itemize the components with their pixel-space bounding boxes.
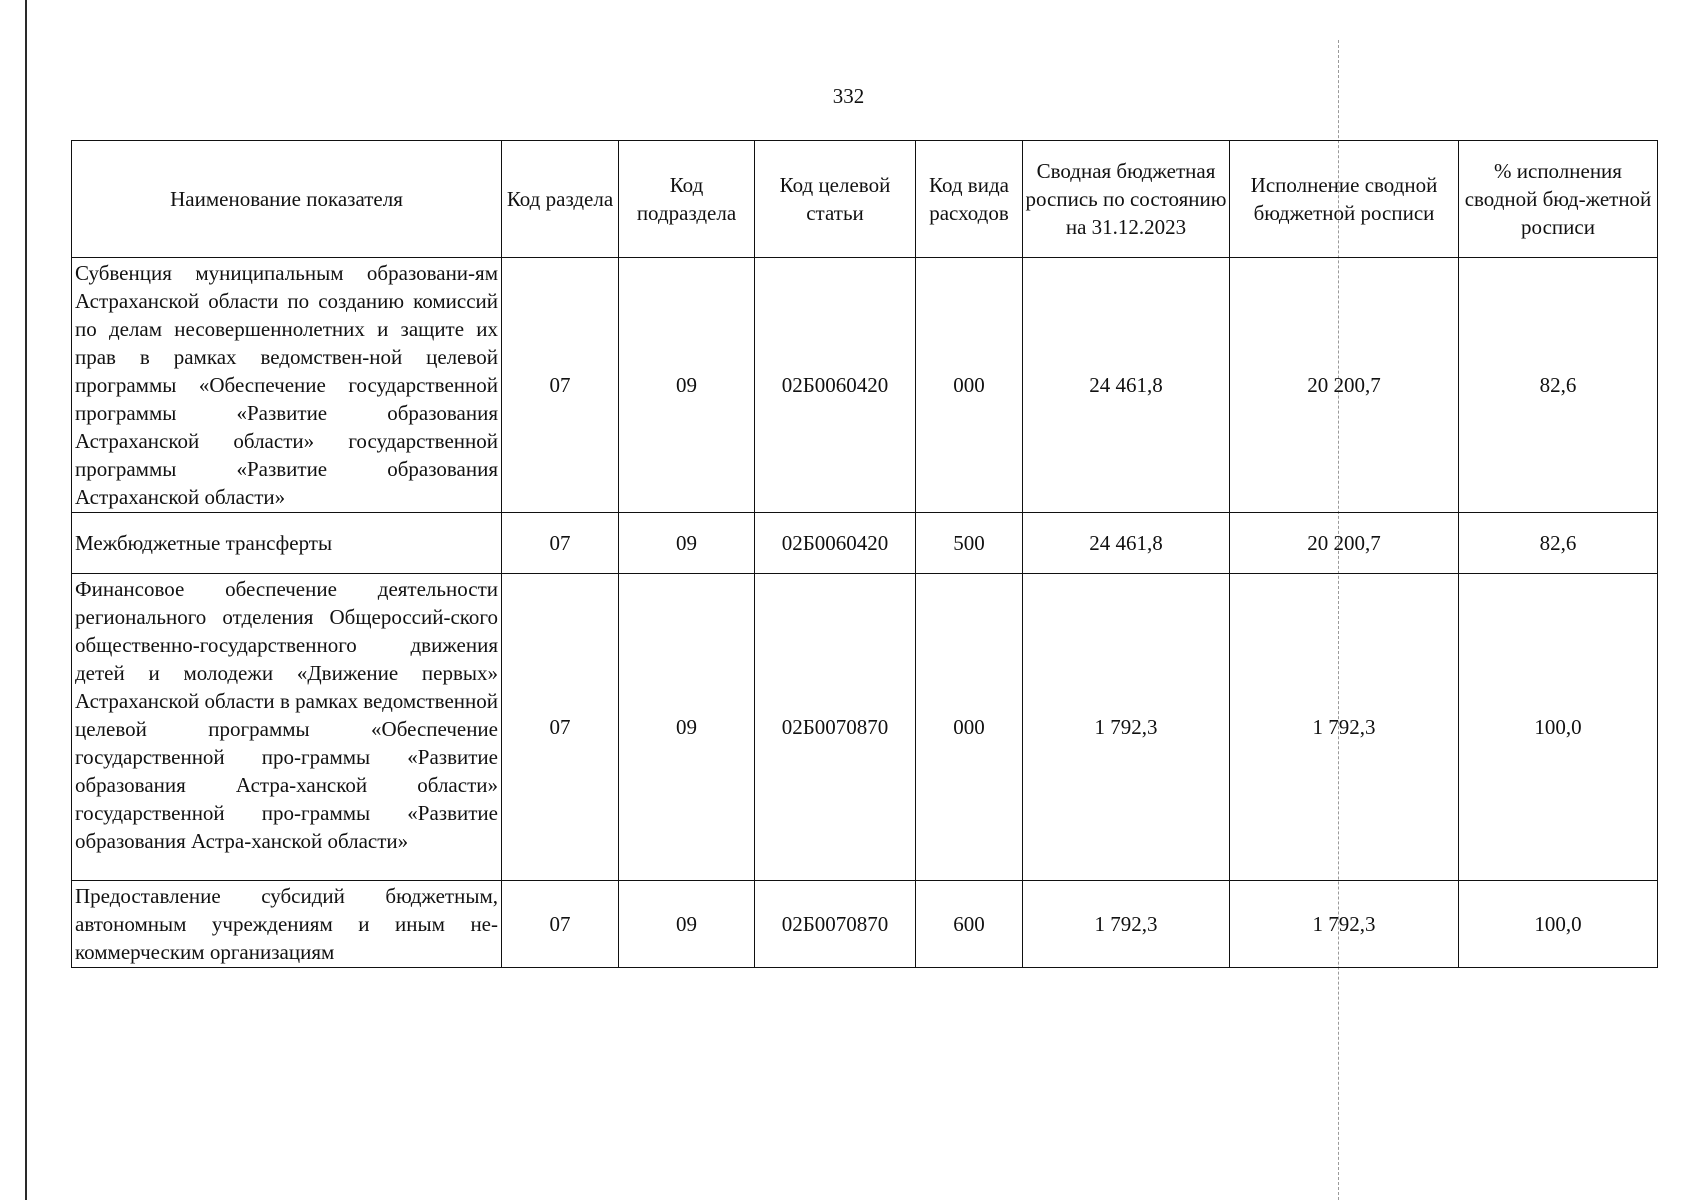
section-code: 07 — [502, 513, 619, 574]
header-execution: Исполнение сводной бюджетной росписи — [1230, 141, 1459, 258]
section-code: 07 — [502, 881, 619, 968]
subsection-code: 09 — [619, 574, 755, 881]
budget-schedule-value: 24 461,8 — [1023, 513, 1230, 574]
target-item-code: 02Б0070870 — [755, 574, 916, 881]
indicator-name: Финансовое обеспечение деятельности регионального отделения Общероссий-ского общественно-государственного движения детей и молодежи «Движение первых» Астраханской области в рамках ведомственной целевой программы «Обеспечение государственной про-граммы «Развитие образования Астра-ханской области» государственной про-граммы «Развитие образования Астра-ханской области» — [72, 574, 502, 881]
header-section-code: Код раздела — [502, 141, 619, 258]
execution-percent-value: 100,0 — [1459, 574, 1658, 881]
execution-percent-value: 82,6 — [1459, 258, 1658, 513]
execution-value: 20 200,7 — [1230, 513, 1459, 574]
expense-type-code: 000 — [916, 574, 1023, 881]
budget-execution-table — [71, 140, 1658, 968]
budget-schedule-value: 1 792,3 — [1023, 881, 1230, 968]
header-execution-percent: % исполнения сводной бюд-жетной росписи — [1459, 141, 1658, 258]
budget-schedule-value: 24 461,8 — [1023, 258, 1230, 513]
indicator-name: Субвенция муниципальным образовани-ям Астраханской области по созданию комиссий по делам несовершеннолетних и защите их прав в рамках ведомствен-ной целевой программы «Обеспечение государственной программы «Развитие образования Астраханской области» государственной программы «Развитие образования Астраханской области» — [72, 258, 502, 513]
execution-value: 1 792,3 — [1230, 574, 1459, 881]
scan-edge-line — [25, 0, 27, 1200]
execution-percent-value: 100,0 — [1459, 881, 1658, 968]
execution-percent-value: 82,6 — [1459, 513, 1658, 574]
indicator-name: Предоставление субсидий бюджетным, автономным учреждениям и иным не-коммерческим организациям — [72, 881, 502, 968]
header-expense-type-code: Код вида расходов — [916, 141, 1023, 258]
section-code: 07 — [502, 574, 619, 881]
execution-value: 20 200,7 — [1230, 258, 1459, 513]
header-subsection-code: Код подраздела — [619, 141, 755, 258]
table-row — [72, 881, 1658, 968]
expense-type-code: 500 — [916, 513, 1023, 574]
target-item-code: 02Б0060420 — [755, 513, 916, 574]
subsection-code: 09 — [619, 513, 755, 574]
indicator-name: Межбюджетные трансферты — [72, 513, 502, 574]
execution-value: 1 792,3 — [1230, 881, 1459, 968]
expense-type-code: 000 — [916, 258, 1023, 513]
subsection-code: 09 — [619, 881, 755, 968]
subsection-code: 09 — [619, 258, 755, 513]
target-item-code: 02Б0070870 — [755, 881, 916, 968]
budget-schedule-value: 1 792,3 — [1023, 574, 1230, 881]
page-number: 332 — [832, 84, 865, 108]
header-target-item-code: Код целевой статьи — [755, 141, 916, 258]
table-row — [72, 258, 1658, 513]
section-code: 07 — [502, 258, 619, 513]
expense-type-code: 600 — [916, 881, 1023, 968]
header-budget-schedule: Сводная бюджетная роспись по состоянию на 31.12.2023 — [1023, 141, 1230, 258]
table-row — [72, 574, 1658, 881]
table-row — [72, 513, 1658, 574]
table-header-row — [72, 141, 1658, 258]
target-item-code: 02Б0060420 — [755, 258, 916, 513]
header-indicator-name: Наименование показателя — [72, 141, 502, 258]
